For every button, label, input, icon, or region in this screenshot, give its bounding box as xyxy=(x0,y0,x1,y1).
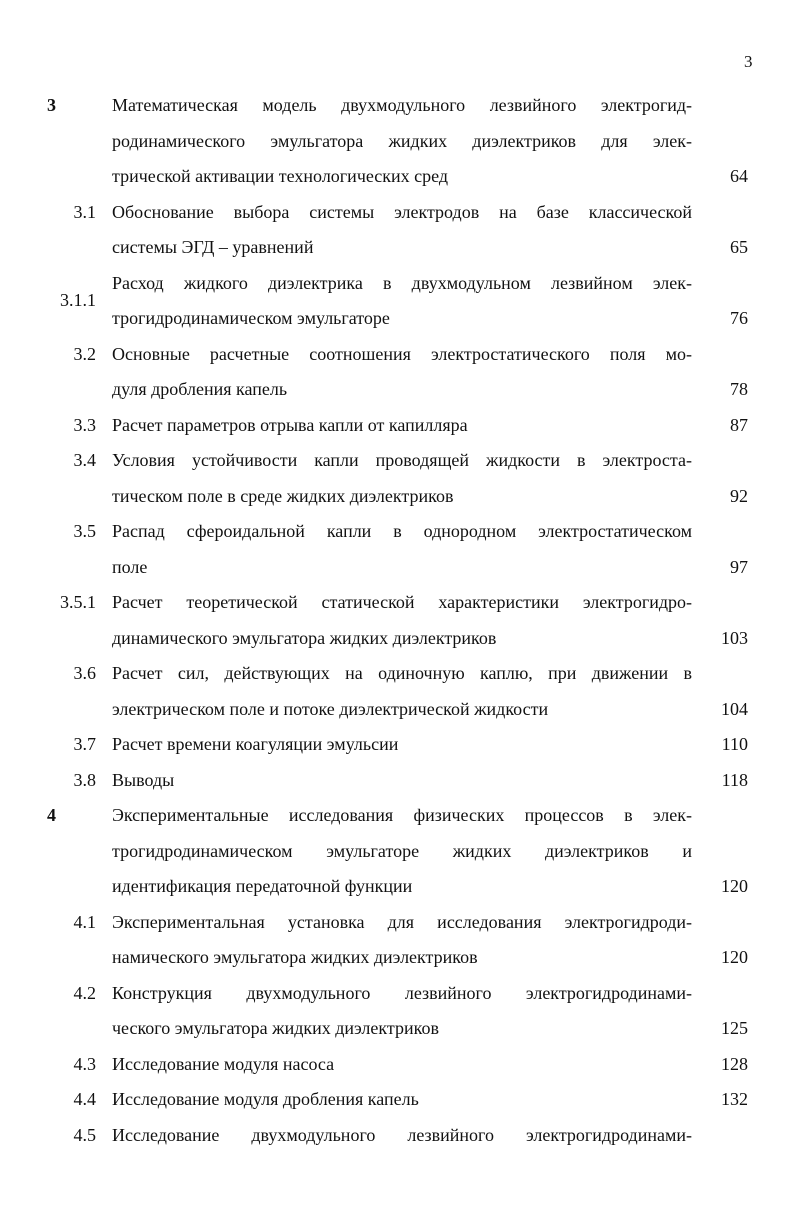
toc-entry-title-line: трогидродинамическом эмульгаторе xyxy=(112,308,390,328)
toc-entry-title-line: Исследование модуля насоса xyxy=(112,1053,335,1074)
toc-entry-number: 4.5 xyxy=(73,1124,96,1145)
toc-entry-title xyxy=(112,585,692,656)
toc-entry xyxy=(0,337,794,408)
toc-entry-page: 76 xyxy=(730,308,748,328)
toc-entry xyxy=(0,905,794,976)
toc-entry-number: 3.6 xyxy=(73,663,96,683)
toc-entry-title-line: поле xyxy=(112,556,148,577)
toc-entry xyxy=(0,976,794,1047)
toc-entry xyxy=(0,195,794,266)
toc-entry-title-line: Исследование двухмодульного лезвийного электрогидродинами- xyxy=(112,1124,692,1145)
toc-entry-number: 4.2 xyxy=(73,982,96,1003)
toc-entry-title-line: трической активации технологических сред xyxy=(112,166,449,186)
toc-entry-title-line: динамического эмульгатора жидких диэлектриков xyxy=(112,627,497,648)
toc-entry-number: 4 xyxy=(47,805,56,825)
toc-entry-number: 3.7 xyxy=(73,734,96,754)
toc-entry-title-line: Основные расчетные соотношения электростатического поля мо- xyxy=(112,343,692,364)
toc-entry-title-line: Условия устойчивости капли проводящей жидкости в электроста- xyxy=(112,450,692,470)
toc-entry-title-line: Расчет теоретической статической характеристики электрогидро- xyxy=(112,592,692,612)
toc-entry-number: 3.5.1 xyxy=(60,592,96,612)
toc-entry-title xyxy=(112,1082,692,1118)
toc-entry-number: 3.1.1 xyxy=(60,290,96,311)
toc-entry-page: 78 xyxy=(730,379,748,399)
toc-entry xyxy=(0,266,794,337)
toc-entry-title-line: Выводы xyxy=(112,769,175,790)
toc-entry-title-line: ческого эмульгатора жидких диэлектриков xyxy=(112,1018,439,1038)
toc-entry-title xyxy=(112,763,692,799)
toc-entry xyxy=(0,585,794,656)
toc-entry-number: 3.1 xyxy=(73,201,96,222)
toc-entry-title xyxy=(112,88,692,195)
toc-entry-title xyxy=(112,656,692,727)
toc-entry-title xyxy=(112,195,692,266)
toc-entry xyxy=(0,1082,794,1118)
toc-entry-number: 4.4 xyxy=(73,1089,96,1109)
toc-entry-title xyxy=(112,905,692,976)
toc-entry-title-line: дуля дробления капель xyxy=(112,379,288,399)
toc-entry xyxy=(0,798,794,905)
toc-entry-page: 65 xyxy=(730,237,748,257)
toc-entry-title-line: Расчет времени коагуляции эмульсии xyxy=(112,734,399,754)
toc-entry xyxy=(0,656,794,727)
toc-entry-title-line: идентификация передаточной функции xyxy=(112,876,413,896)
toc-entry-title-line: Расчет сил, действующих на одиночную каплю, при движении в xyxy=(112,663,692,683)
toc-entry-title-line: родинамического эмульгатора жидких диэлектриков для элек- xyxy=(112,130,692,151)
toc-entry-number: 3.5 xyxy=(73,521,96,541)
toc-entry-title-line: трогидродинамическом эмульгаторе жидких диэлектриков и xyxy=(112,840,692,861)
toc-entry-page: 87 xyxy=(730,414,748,435)
toc-entry-title xyxy=(112,266,692,337)
toc-entry-title-line: Обоснование выбора системы электродов на базе классической xyxy=(112,201,692,222)
toc-entry-title-line: Математическая модель двухмодульного лезвийного электрогид- xyxy=(112,95,692,115)
toc-entry-title-line: Распад сфероидальной капли в однородном электростатическом xyxy=(112,521,692,541)
toc-entry-number: 3.2 xyxy=(73,343,96,364)
toc-entry-title xyxy=(112,1047,692,1083)
toc-entry-title xyxy=(112,337,692,408)
toc-entry-page: 64 xyxy=(730,166,748,186)
toc-entry-page: 97 xyxy=(730,556,748,577)
toc-entry-page: 128 xyxy=(721,1053,748,1074)
toc-entry-page: 110 xyxy=(721,734,748,754)
toc-entry-number: 4.1 xyxy=(73,911,96,932)
toc-entry-title-line: Расход жидкого диэлектрика в двухмодульном лезвийном элек- xyxy=(112,272,692,293)
toc-entry-page: 125 xyxy=(721,1018,748,1038)
toc-entry-title-line: Исследование модуля дробления капель xyxy=(112,1089,419,1109)
toc-entry xyxy=(0,1118,794,1154)
toc-entry-title xyxy=(112,976,692,1047)
toc-entry-title-line: электрическом поле и потоке диэлектрической жидкости xyxy=(112,698,549,719)
toc-entry xyxy=(0,88,794,195)
toc-entry xyxy=(0,763,794,799)
toc-entry-title xyxy=(112,727,692,763)
toc-entry-page: 120 xyxy=(721,876,748,896)
toc-entry xyxy=(0,1047,794,1083)
toc-entry-page: 103 xyxy=(721,627,748,648)
toc-entry-page: 120 xyxy=(721,947,748,967)
toc-entry-title-line: Экспериментальные исследования физических процессов в элек- xyxy=(112,805,692,825)
toc-entry-title-line: системы ЭГД – уравнений xyxy=(112,237,314,257)
toc-entry-page: 104 xyxy=(721,698,748,719)
toc-entry-title-line: Конструкция двухмодульного лезвийного электрогидродинами- xyxy=(112,982,692,1003)
toc-entry-title xyxy=(112,514,692,585)
toc-entry xyxy=(0,443,794,514)
toc-entry-number: 3.8 xyxy=(73,769,96,790)
toc-entry xyxy=(0,514,794,585)
table-of-contents xyxy=(0,88,794,1153)
toc-entry-number: 3.3 xyxy=(73,414,96,435)
toc-entry-title xyxy=(112,443,692,514)
toc-entry xyxy=(0,727,794,763)
toc-entry-title xyxy=(112,408,692,444)
toc-entry-page: 118 xyxy=(721,769,748,790)
toc-entry-title-line: тическом поле в среде жидких диэлектриков xyxy=(112,485,454,506)
toc-entry-number: 3 xyxy=(47,95,56,115)
toc-entry-title-line: намического эмульгатора жидких диэлектриков xyxy=(112,947,478,967)
toc-entry xyxy=(0,408,794,444)
page-number: 3 xyxy=(744,52,753,71)
toc-entry-title xyxy=(112,1118,692,1154)
toc-entry-page: 132 xyxy=(721,1089,748,1109)
toc-entry-title-line: Расчет параметров отрыва капли от капилляра xyxy=(112,414,468,435)
toc-entry-number: 4.3 xyxy=(73,1053,96,1074)
toc-entry-page: 92 xyxy=(730,485,748,506)
toc-entry-number: 3.4 xyxy=(73,450,96,470)
toc-entry-title-line: Экспериментальная установка для исследования электрогидроди- xyxy=(112,911,692,932)
toc-entry-title xyxy=(112,798,692,905)
